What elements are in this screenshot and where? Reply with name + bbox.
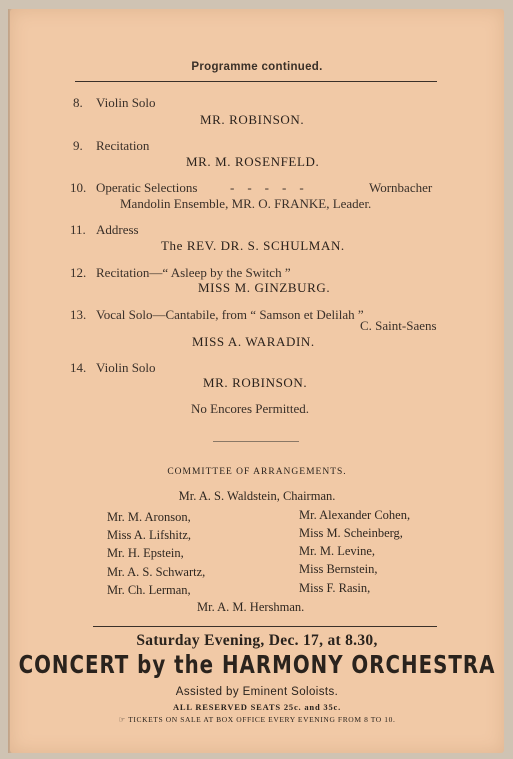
committee-member-last: Mr. A. M. Hershman. xyxy=(197,600,305,614)
programme-item-12-number: 12. xyxy=(70,265,87,280)
seat-prices: ALL RESERVED SEATS 25c. and 35c. xyxy=(172,702,342,712)
programme-item-10-performer: Mandolin Ensemble, MR. O. FRANKE, Leader. xyxy=(120,196,372,211)
programme-item-14-number: 14. xyxy=(70,360,87,375)
committee-member-right-2: Miss M. Scheinberg, xyxy=(299,526,403,540)
programme-item-9-performer: MR. M. ROSENFELD. xyxy=(186,154,320,169)
concert-title: CONCERT by the HARMONY ORCHESTRA xyxy=(18,651,496,680)
programme-item-8-number: 8. xyxy=(73,95,83,110)
concert-date: Saturday Evening, Dec. 17, at 8.30, xyxy=(136,632,378,649)
programme-item-10-number: 10. xyxy=(70,180,87,195)
programme-item-9-number: 9. xyxy=(73,138,83,153)
committee-member-right-5: Miss F. Rasin, xyxy=(299,581,371,595)
programme-page xyxy=(10,9,504,753)
committee-member-right-4: Miss Bernstein, xyxy=(299,562,378,576)
ticket-info: ☞ TICKETS ON SALE AT BOX OFFICE EVERY EVENING FROM 8 TO 10. xyxy=(118,715,396,724)
committee-member-right-3: Mr. M. Levine, xyxy=(299,544,376,558)
programme-item-8-performer: MR. ROBINSON. xyxy=(200,112,305,127)
programme-item-11-number: 11. xyxy=(70,222,86,237)
committee-member-left-3: Mr. H. Epstein, xyxy=(107,546,184,560)
programme-item-10-title: Operatic Selections xyxy=(96,180,198,195)
programme-item-11-performer: The REV. DR. S. SCHULMAN. xyxy=(161,238,345,253)
committee-member-right-1: Mr. Alexander Cohen, xyxy=(299,508,411,522)
programme-item-8-title: Violin Solo xyxy=(96,95,156,110)
assisted-by: Assisted by Eminent Soloists. xyxy=(175,686,339,698)
programme-item-11-title: Address xyxy=(96,222,139,237)
programme-item-14-title: Violin Solo xyxy=(96,360,156,375)
committee-chairman: Mr. A. S. Waldstein, Chairman. xyxy=(178,489,336,503)
no-encores-notice: No Encores Permitted. xyxy=(191,401,310,416)
programme-item-13-title: Vocal Solo—Cantabile, from “ Samson et Delilah ” xyxy=(96,307,364,322)
header-rule xyxy=(75,81,437,82)
programme-item-10-dashes: - - - - - xyxy=(230,180,304,195)
announcement-rule xyxy=(93,626,437,627)
programme-item-13-number: 13. xyxy=(70,307,87,322)
programme-item-9-title: Recitation xyxy=(96,138,150,153)
committee-member-left-2: Miss A. Lifshitz, xyxy=(107,528,192,542)
committee-member-left-4: Mr. A. S. Schwartz, xyxy=(107,565,206,579)
committee-member-left-1: Mr. M. Aronson, xyxy=(107,510,191,524)
committee-member-left-5: Mr. Ch. Lerman, xyxy=(107,583,191,597)
programme-item-12-title: Recitation—“ Asleep by the Switch ” xyxy=(96,265,291,280)
programme-item-13-performer: MISS A. WARADIN. xyxy=(192,334,315,349)
programme-item-13-composer: C. Saint-Saens xyxy=(360,318,437,333)
section-divider xyxy=(213,441,299,442)
page-header: Programme continued. xyxy=(191,61,323,73)
committee-heading: COMMITTEE OF ARRANGEMENTS. xyxy=(167,467,347,477)
programme-item-14-performer: MR. ROBINSON. xyxy=(203,375,308,390)
programme-item-10-composer: Wornbacher xyxy=(369,180,433,195)
programme-item-12-performer: MISS M. GINZBURG. xyxy=(198,280,331,295)
